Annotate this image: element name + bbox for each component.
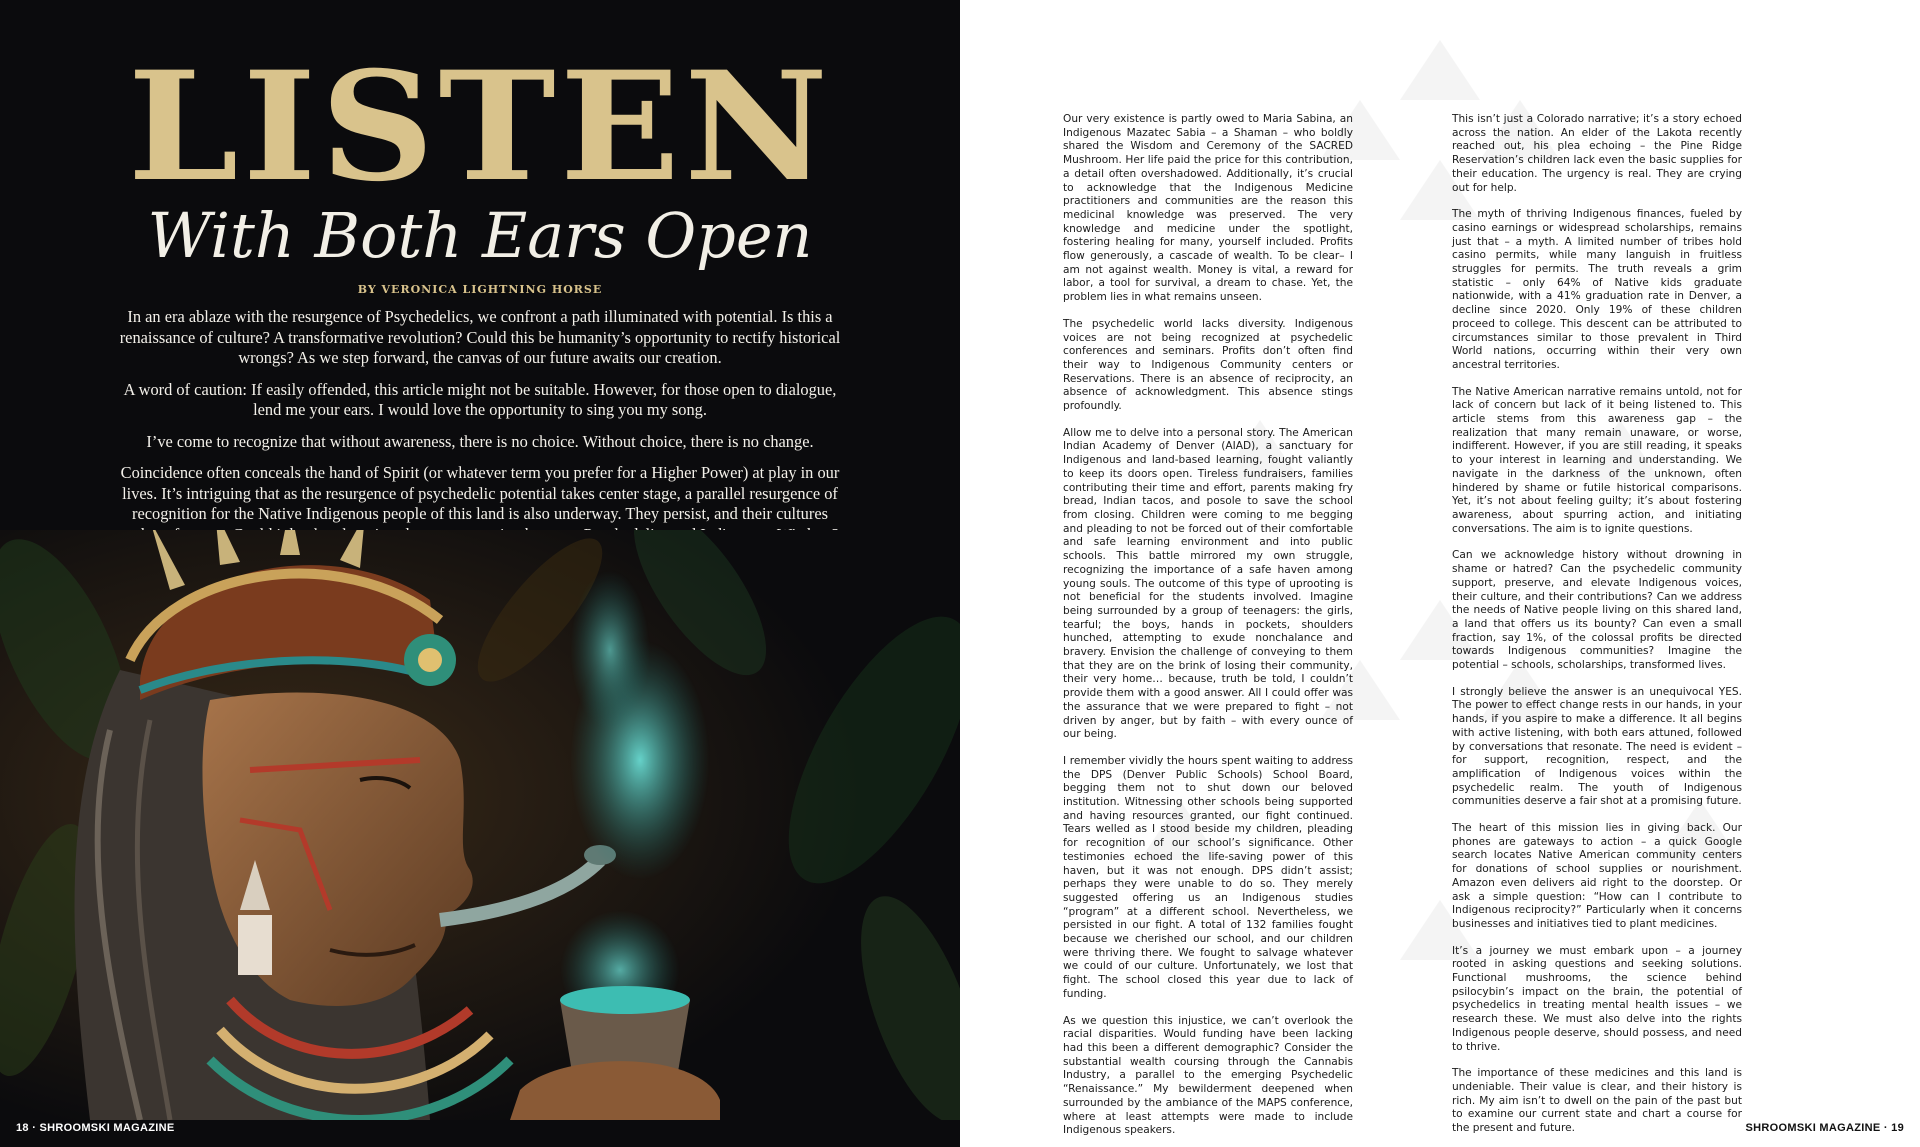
body-paragraph: It’s a journey we must embark upon – a journey rooted in asking questions and seeking solutions. Functional mushrooms, the science behind psilocybin’s impact on the brain, the potential of psychedelics in treating mental health issues – we research these. We must also delve into the rights Indigenous people deserve, should possess, and need to thrive. [1452, 944, 1742, 1053]
intro-paragraph: In an era ablaze with the resurgence of Psychedelics, we confront a path illuminated with potential. Is this a renaissance of culture? A transformative revolution? Could this be humanity’s opportunity to rectify historical wrongs? As we step forward, the canvas of our future awaits our creation. [119, 307, 841, 367]
body-paragraph: I strongly believe the answer is an unequivocal YES. The power to effect change rests in our hands, in your hands, if you aspire to make a difference. It all begins with active listening, with both ears attuned, followed by conversations that resonate. The need is evident – for support, recognition, respect, and the amplification of Indigenous voices within the psychedelic realm. The youth of Indigenous communities deserve a fair shot at a promising future. [1452, 685, 1742, 808]
body-paragraph: Allow me to delve into a personal story. The American Indian Academy of Denver (AIAD), a sanctuary for Indigenous and land-based learning, fought valiantly to keep its doors open. Tireless fundraisers, families contributing their time and effort, parents making fry bread, Indian tacos, and posole to save the school from closing. Children were coming to me begging and pleading to not be forced out of their comfortable and safe learning environment and into public schools. This battle mirrored my own struggle, recognizing the importance of a safe haven among young souls. The outcome of this type of uprooting is not beneficial for the students involved. Imagine being surrounded by a group of teenagers: the girls, tearful; the boys, hands in pockets, shoulders hunched, attempting to exude nonchalance and bravery. Envision the challenge of conveying to them that they are on the brink of losing their community, their very home… because, truth be told, I couldn’t provide them with a good answer. All I could offer was the assurance that we were prepared to fight – not driven by anger, but by faith – with every ounce of our being. [1063, 426, 1353, 741]
body-paragraph: The heart of this mission lies in giving back. Our phones are gateways to action – a quick Google search locates Native American community centers for donations of school supplies or nourishment. Amazon even delivers aid right to the doorstep. Or ask a simple question: “How can I contribute to Indigenous reciprocity?” Particularly when it concerns businesses and initiatives tied to plant medicines. [1452, 822, 1742, 930]
body-paragraph: I remember vividly the hours spent waiting to address the DPS (Denver Public Schools) School Board, begging them not to shut down our beloved institution. Witnessing other schools being supported and having resources granted, our fight continued. Tears welled as I stood beside my children, pleading for recognition of our school’s significance. Other testimonies echoed the life-saving power of this haven, but it was not enough. DPS didn’t assist; perhaps they were unable to do so. They merely suggested offering us an Indigenous studies “program” at a different school. Nevertheless, we persisted in our fight. A total of 132 families fought because we cherished our school, and our children were thriving there. We fought to salvage whatever we could of our culture. Unfortunately, we lost that fight. The school closed this year due to lack of funding. [1063, 754, 1353, 1000]
byline: BY VERONICA LIGHTNING HORSE [357, 283, 603, 296]
article-column-2 [1452, 113, 1742, 1147]
article-title: LISTEN [127, 39, 833, 215]
body-paragraph: The importance of these medicines and this land is undeniable. Their value is clear, and their history is rich. My aim isn’t to dwell on the pain of the past but to examine our current state and chart a course for the present and future. [1452, 1067, 1742, 1135]
intro-paragraph: I’ve come to recognize that without awareness, there is no choice. Without choice, there is no change. [146, 431, 814, 451]
page-number-right: SHROOMSKI MAGAZINE · 19 [1745, 1122, 1904, 1134]
right-page [960, 0, 1920, 1147]
body-paragraph: Can we acknowledge history without drowning in shame or hatred? Can the psychedelic community support, preserve, and elevate Indigenous voices, their culture, and their contributions? Can we address the needs of Native people living on this shared land, a land that offers us its bounty? Can even a small fraction, say 1%, of the colossal profits be directed towards Indigenous communities? Imagine the potential – schools, scholarships, transformed lives. [1452, 549, 1742, 672]
body-paragraph: As we question this injustice, we can’t overlook the racial disparities. Would funding have been lacking had this been a different demographic? Consider the substantial wealth coursing through the Cannabis Industry, a parallel to the emerging Psychedelic “Renaissance.” My bewilderment deepened when surrounded by the ambiance of the MAPS conference, where at least attempts were made to include Indigenous speakers. [1063, 1014, 1353, 1137]
intro-paragraph: A word of caution: If easily offended, this article might not be suitable. However, for those open to dialogue, lend me your ears. I would love the opportunity to sing you my song. [123, 379, 837, 419]
body-paragraph: The myth of thriving Indigenous finances, fueled by casino earnings or widespread scholarships, remains just that – a myth. A limited number of tribes hold casino permits, while many languish in fruitless struggles for permits. The truth reveals a grim statistic – only 64% of Native kids graduate nationwide, with a 41% graduation rate in Denver, a decline since 2020. Only 19% of these children proceed to college. This descent can be attributed to circumstances similar to those prevalent in Third World nations, occurring within their very own ancestral territories. [1452, 208, 1742, 371]
article-column-1 [1063, 113, 1353, 1147]
body-paragraph: The Native American narrative remains untold, not for lack of concern but lack of it being listened to. This article stems from this awareness gap – the realization that many remain unaware, or worse, indifferent. However, if you are still reading, it speaks to your interest in learning and understanding. We navigate in the darkness of the unknown, often hindered by shame or futile historical comparisons. Yet, it’s not about feeling guilty; it’s about fostering awareness, about spurring action, and initiating conversations. The aim is to ignite questions. [1452, 385, 1742, 535]
intro-text [118, 307, 842, 556]
intro-paragraph: Coincidence often conceals the hand of Spirit (or whatever term you prefer for a Higher Power) at play in our lives. It’s intriguing that as the resurgence of psychedelic potential takes center stage, a parallel resurgence of recognition for the Native Indigenous people of this land is also underway. They persist, and their cultures [120, 463, 840, 523]
article-subtitle: With Both Ears Open [147, 199, 813, 272]
shaman-portrait-illustration [0, 530, 960, 1120]
body-paragraph: The psychedelic world lacks diversity. Indigenous voices are not being recognized at psychedelic conferences and seminars. Profits don’t often find their way to Indigenous Community centers or Reservations. There is an absence of reciprocity, an absence of acknowledgment. This absence stings profoundly. [1063, 317, 1353, 413]
page-number-left: 18 · SHROOMSKI MAGAZINE [16, 1122, 175, 1134]
body-paragraph: Our very existence is partly owed to Maria Sabina, an Indigenous Mazatec Sabia – a Shaman – who boldly shared the Wisdom and Ceremony of the SACRED Mushroom. Her life paid the price for this contribution, a detail often overshadowed. Additionally, it’s crucial to acknowledge that the Indigenous Medicine practitioners and communities are the reason this medicinal knowledge was preserved. The very knowledge and medicine under the spotlight, fostering healing for many, yourself included. Profits flow generously, a cascade of wealth. To be clear– I am not against wealth. Money is vital, a reward for labor, a tool for survival, a dream to chase. Yet, the problem lies in what remains unseen. [1063, 113, 1353, 304]
body-paragraph: This isn’t just a Colorado narrative; it’s a story echoed across the nation. An elder of the Lakota recently reached out, his plea echoing – the Pine Ridge Reservation’s children lack even the basic supplies for their education. The urgency is real. They are crying out for help. [1452, 113, 1742, 194]
